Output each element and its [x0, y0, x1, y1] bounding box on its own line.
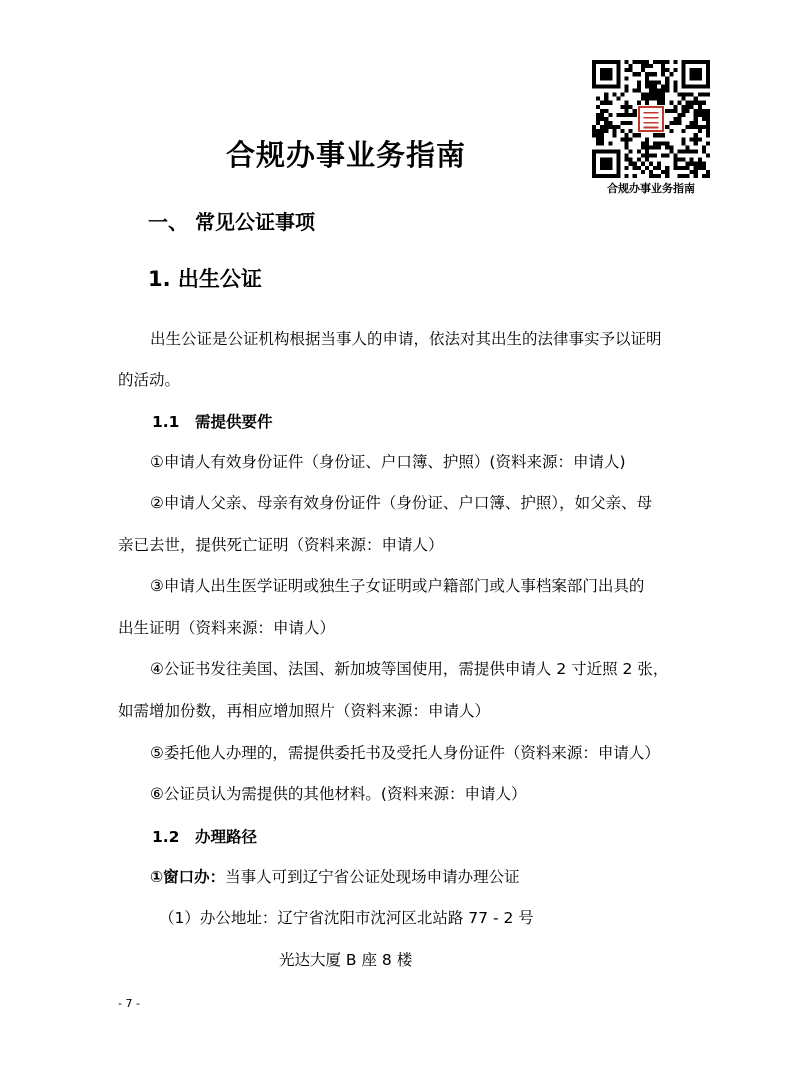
page-title: 合规办事业务指南: [226, 138, 467, 172]
requirement-item-continued: 出生证明（资料来源：申请人）: [118, 619, 336, 637]
requirement-item: ①申请人有效身份证件（身份证、户口簿、护照）(资料来源：申请人): [150, 453, 626, 471]
address-line-continued: 光达大厦 B 座 8 楼: [279, 951, 413, 969]
route-line: [150, 867, 520, 887]
subsection-heading: 1. 出生公证: [148, 267, 262, 291]
requirement-item-continued: 亲已去世，提供死亡证明（资料来源：申请人）: [118, 536, 444, 554]
qr-code-image: [592, 60, 710, 178]
requirement-item-continued: 如需增加份数，再相应增加照片（资料来源：申请人）: [118, 702, 491, 720]
requirement-item: ③申请人出生医学证明或独生子女证明或户籍部门或人事档案部门出具的: [150, 577, 645, 595]
intro-paragraph-line: 出生公证是公证机构根据当事人的申请，依法对其出生的法律事实予以证明: [150, 330, 662, 348]
requirement-item: ⑤委托他人办理的，需提供委托书及受托人身份证件（资料来源：申请人）: [150, 744, 660, 762]
address-line: （1）办公地址：辽宁省沈阳市沈河区北站路 77 - 2 号: [159, 909, 534, 927]
route-text: 当事人可到辽宁省公证处现场申请办理公证: [225, 868, 520, 886]
qr-code: [592, 60, 710, 178]
route-heading: 1.2 办理路径: [152, 828, 257, 846]
requirement-item: ⑥公证员认为需提供的其他材料。(资料来源：申请人）: [150, 785, 527, 803]
requirements-heading: 1.1 需提供要件: [152, 413, 273, 431]
section-heading: 一、 常见公证事项: [148, 210, 315, 234]
page-number: - 7 -: [118, 997, 140, 1010]
qr-caption: 合规办事业务指南: [607, 182, 695, 195]
requirement-item: ④公证书发往美国、法国、新加坡等国使用，需提供申请人 2 寸近照 2 张，: [150, 660, 669, 678]
route-label: ①窗口办：: [150, 868, 226, 886]
requirement-item: ②申请人父亲、母亲有效身份证件（身份证、户口簿、护照），如父亲、母: [150, 494, 653, 512]
intro-paragraph-line: 的活动。: [118, 371, 181, 389]
